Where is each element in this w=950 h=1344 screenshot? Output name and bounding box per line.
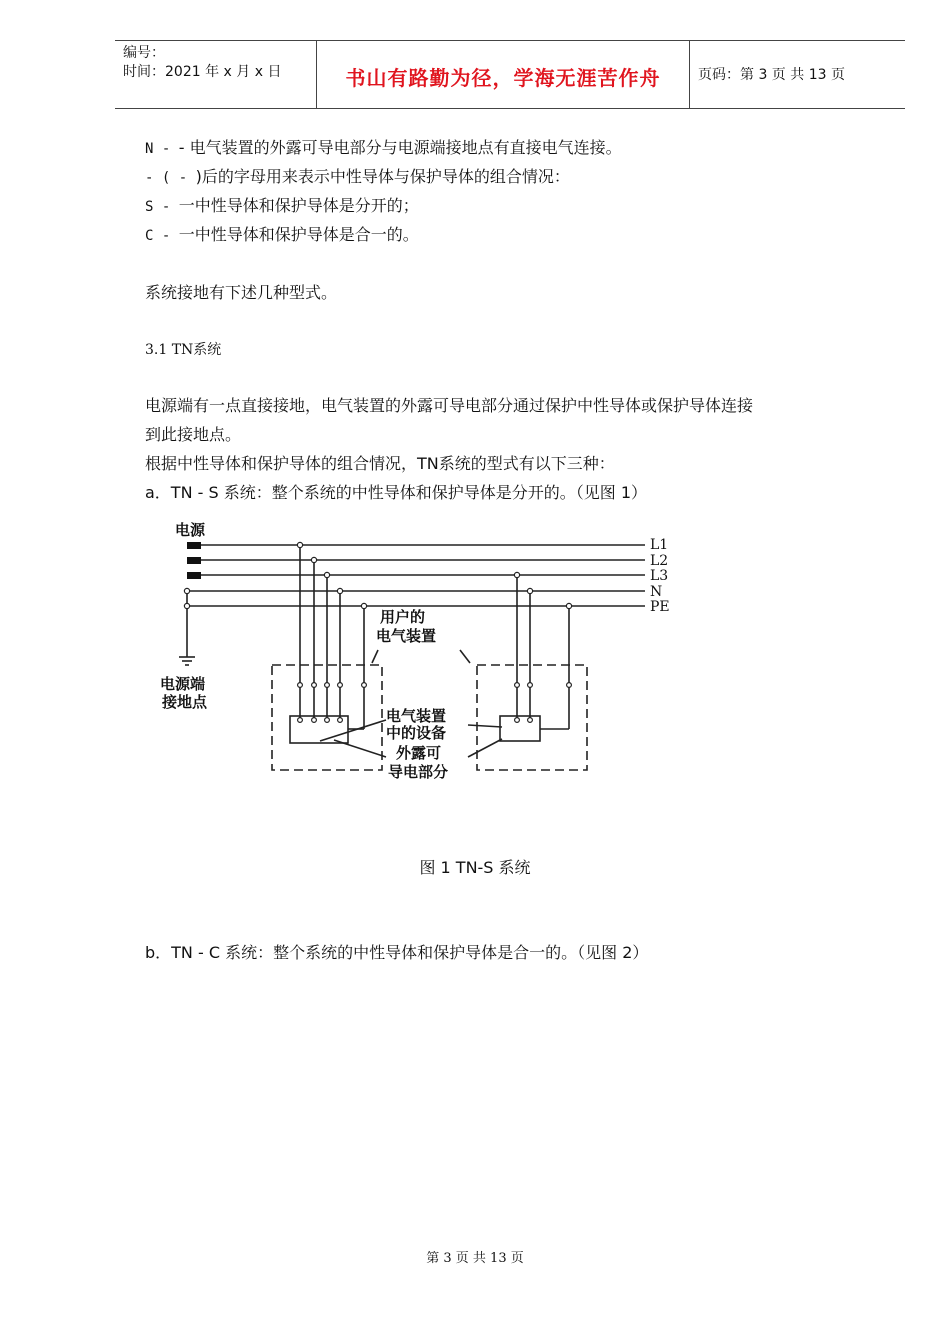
equipment-label-1: 电气装置	[386, 707, 447, 725]
line-label-l2: L2	[650, 553, 669, 569]
exposed-part-label-1: 外露可	[396, 744, 442, 762]
line-label-pe: PE	[650, 599, 670, 615]
definition-line-c	[145, 224, 419, 247]
exposed-part-label-2: 导电部分	[388, 763, 449, 781]
tn-s-diagram	[150, 515, 690, 795]
time-label: 时间：2021 年 x 月 x 日	[123, 64, 282, 80]
definition-prefix: C -	[145, 228, 179, 244]
page-header	[115, 40, 905, 109]
definition-prefix: N -	[145, 141, 179, 157]
definition-line-n	[145, 137, 622, 160]
definition-prefix: S -	[145, 199, 179, 215]
definition-prefix: - ( -	[145, 170, 196, 186]
definition-line-s	[145, 195, 419, 218]
tn-description-line-3: 根据中性导体和保护导体的组合情况，TN系统的型式有以下三种：	[145, 454, 615, 473]
definition-text: - 电气装置的外露可导电部分与电源端接地点有直接电气连接。	[178, 138, 622, 157]
figure-caption: 图 1 TN-S 系统	[419, 858, 531, 877]
intro-text: 系统接地有下述几种型式。	[145, 283, 338, 302]
ground-point-label-1: 电源端	[160, 675, 206, 693]
motto: 书山有路勤为径，学海无涯苦作舟	[345, 66, 661, 90]
item-a: a．TN - S 系统：整个系统的中性导体和保护导体是分开的。（见图 1）	[145, 483, 648, 502]
right-equipment	[500, 716, 540, 741]
tn-description-line-2: 到此接地点。	[145, 425, 242, 444]
power-source-label: 电源	[175, 521, 206, 539]
header-page-cell	[690, 41, 905, 108]
definition-text: 一中性导体和保护导体是分开的；	[178, 196, 419, 215]
page-footer: 第 3 页 共 13 页	[426, 1251, 524, 1266]
section-heading: 3.1 TN系统	[145, 342, 222, 358]
definition-text: )后的字母用来表示中性导体与保护导体的组合情况：	[195, 167, 570, 186]
line-label-l1: L1	[650, 537, 669, 553]
header-motto-cell	[317, 41, 690, 108]
header-meta-cell	[115, 41, 317, 108]
definition-line-combo	[145, 166, 570, 189]
tn-description-line-1: 电源端有一点直接接地，电气装置的外露可导电部分通过保护中性导体或保护导体连接	[145, 396, 754, 415]
line-label-l3: L3	[650, 568, 669, 584]
equipment-label-2: 中的设备	[386, 724, 447, 742]
ground-point-label-2: 接地点	[162, 693, 208, 711]
page-info: 页码：第 3 页 共 13 页	[698, 67, 845, 83]
right-installation-boundary	[477, 665, 587, 770]
user-installation-label-2: 电气装置	[376, 627, 437, 645]
line-label-n: N	[650, 584, 663, 600]
definition-text: 一中性导体和保护导体是合一的。	[178, 225, 419, 244]
user-installation-label-1: 用户的	[380, 608, 426, 626]
serial-label: 编号：	[123, 45, 165, 61]
item-b: b．TN - C 系统：整个系统的中性导体和保护导体是合一的。（见图 2）	[145, 943, 649, 962]
